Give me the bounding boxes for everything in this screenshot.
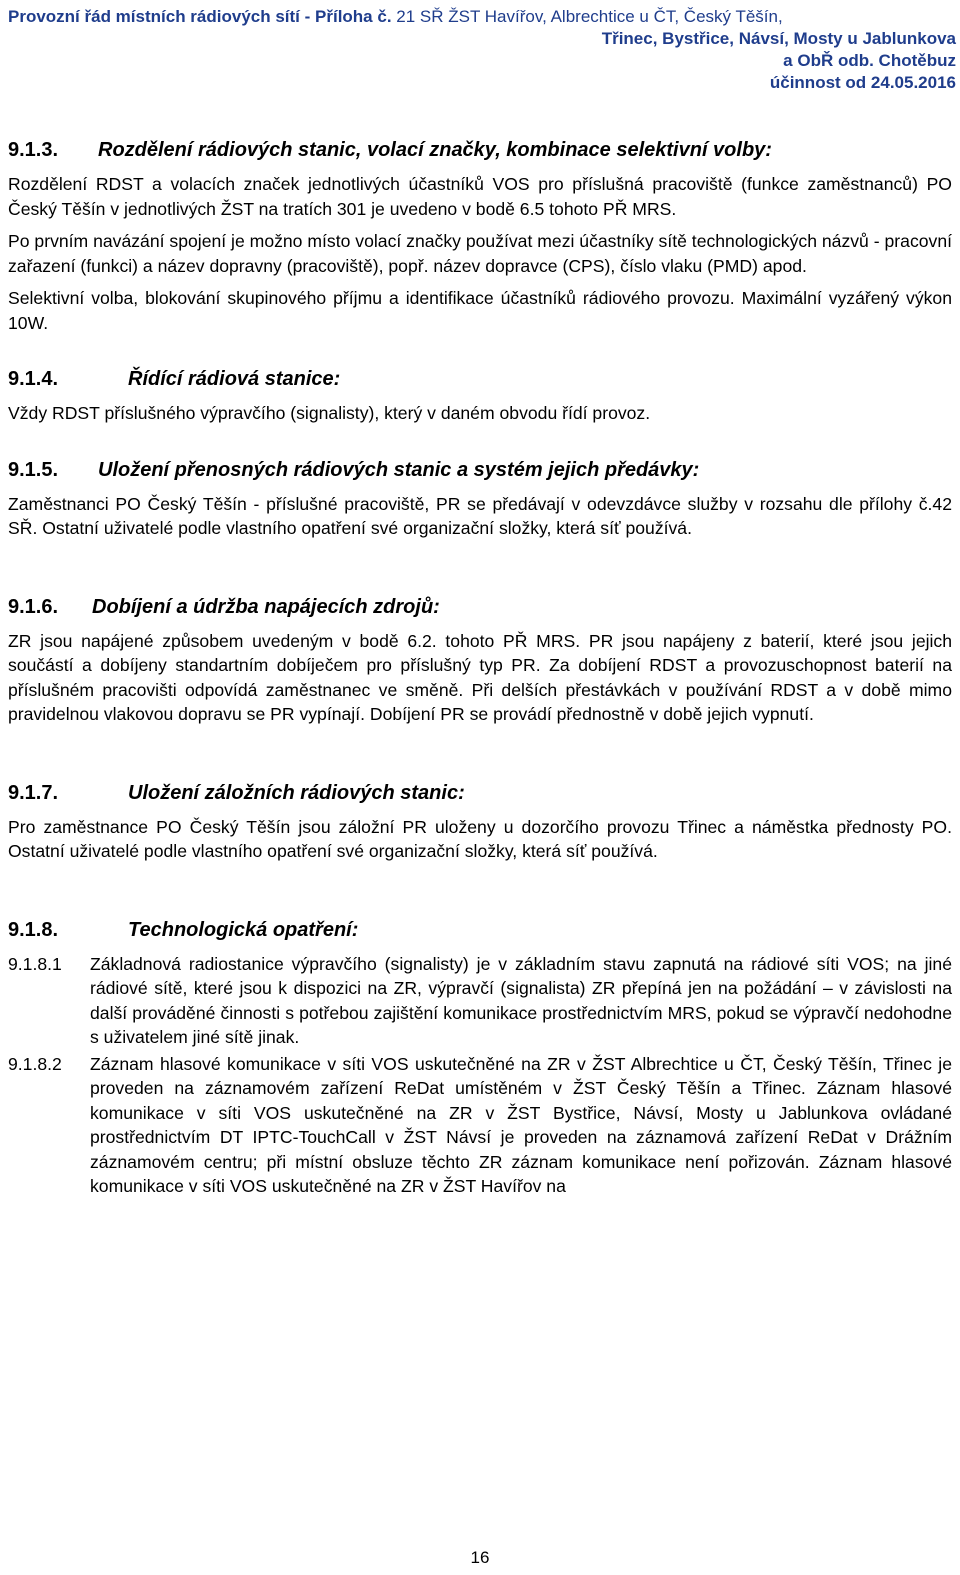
section-title: Uložení záložních rádiových stanic: [128, 781, 465, 804]
page-header [8, 6, 956, 94]
list-item [8, 952, 952, 1050]
section-title: Technologická opatření: [128, 918, 359, 941]
section-title: Rozdělení rádiových stanic, volací značky, kombinace selektivní volby: [98, 139, 772, 161]
section-number: 9.1.7. [8, 781, 59, 804]
section-heading-9-1-4 [8, 365, 952, 393]
section-title: Řídící rádiová stanice: [128, 368, 341, 390]
section-number: 9.1.5. [8, 458, 59, 481]
header-line-1 [8, 6, 956, 28]
paragraph: Vždy RDST příslušného výpravčího (signalisty), který v daném obvodu řídí provoz. [8, 403, 651, 423]
page-number: 16 [470, 1548, 490, 1567]
section-heading-9-1-8 [8, 916, 952, 944]
paragraph: Selektivní volba, blokování skupinového příjmu a identifikace účastníků rádiového provozu. Maximální vyzářený výkon 10W. [8, 288, 952, 333]
section-number: 9.1.3. [8, 139, 59, 161]
section-heading-9-1-6 [8, 593, 952, 621]
paragraph: Rozdělení RDST a volacích značek jednotlivých účastníků VOS pro příslušná pracoviště (funkce zaměstnanců) PO Český Těšín v jednotlivých ŽST na tratích 301 je uvedeno v bodě 6.5 tohoto PŘ MRS. [8, 174, 952, 219]
header-effective-date: účinnost od 24.05.2016 [769, 73, 956, 92]
section-heading-9-1-7 [8, 779, 952, 807]
item-number: 9.1.8.1 [8, 953, 62, 974]
section-number: 9.1.6. [8, 595, 59, 618]
paragraph: Po prvním navázání spojení je možno místo volací značky používat mezi účastníky sítě technologických názvů - pracovní zařazení (funkci) a název dopravny (pracoviště), popř. název dopravce (CPS), číslo vlaku (PMD) apod. [8, 231, 952, 276]
header-line-3: a ObŘ odb. Chotěbuz [783, 51, 956, 70]
section-title: Dobíjení a údržba napájecích zdrojů: [92, 595, 440, 618]
header-line-2: Třinec, Bystřice, Návsí, Mosty u Jablunkova [601, 29, 956, 48]
item-text: Záznam hlasové komunikace v síti VOS uskutečněné na ZR v ŽST Albrechtice u ČT, Český Těšín, Třinec je proveden na záznamovém zařízení ReDat umístěném v ŽST Český Těšín a Třinec. Záznam hlasové komunikace v síti VOS uskutečněné na ZR v ŽST Bystřice, Návsí, Mosty u Jablunkova ovládané prostřednictvím DT IPTC-TouchCall v ŽST Návsí je proveden na záznamová zařízení ReDat v Drážním záznamovém centru; při místní obsluze těchto ZR záznam komunikace není pořizován. Záznam hlasové komunikace v síti VOS uskutečněné na ZR v ŽST Havířov na [90, 1053, 952, 1196]
section-number: 9.1.4. [8, 368, 59, 390]
section-number: 9.1.8. [8, 918, 59, 941]
item-text: Základnová radiostanice výpravčího (signalisty) je v základním stavu zapnutá na rádiové síti VOS; na jiné rádiové sítě, které jsou k dispozici na ZR, výpravčí (signalista) ZR přepíná jen na požádání – v závislosti na další prováděné činnosti s potřebou zajištění komunikace prostřednictvím MRS, pokud se výpravčí nedohodne s uživatelem jiné sítě jinak. [90, 953, 952, 1047]
header-appendix-stations: 21 SŘ ŽST Havířov, Albrechtice u ČT, Český Těšín, [396, 7, 783, 26]
section-heading-9-1-3 [8, 136, 952, 164]
paragraph: Zaměstnanci PO Český Těšín - příslušné pracoviště, PR se předávají v odevzdávce služby v rozsahu dle přílohy č.42 SŘ. Ostatní uživatelé podle vlastního opatření své organizační složky, která síť používá. [8, 493, 952, 538]
list-item [8, 1052, 952, 1199]
header-doc-title: Provozní řád místních rádiových sítí - Příloha č. [8, 7, 392, 26]
paragraph: Pro zaměstnance PO Český Těšín jsou záložní PR uloženy u dozorčího provozu Třinec a náměstka přednosty PO. Ostatní uživatelé podle vlastního opatření své organizační složky, která síť používá. [8, 816, 952, 861]
section-title: Uložení přenosných rádiových stanic a systém jejich předávky: [98, 458, 700, 481]
section-heading-9-1-5 [8, 456, 952, 484]
document-body [8, 136, 952, 1199]
item-number: 9.1.8.2 [8, 1053, 62, 1074]
paragraph: ZR jsou napájené způsobem uvedeným v bodě 6.2. tohoto PŘ MRS. PR jsou napájeny z baterií, které jsou jejich součástí a dobíjeny standartním dobíječem pro příslušný typ PR. Za dobíjení RDST a provozuschopnost baterií na příslušném pracovišti odpovídá zaměstnanec ve směně. Při delších přestávkách v používání RDST a v době mimo pravidelnou vlakovou dopravu se PR vypínají. Dobíjení PR se provádí přednostně v době jejich vypnutí. [8, 630, 952, 724]
